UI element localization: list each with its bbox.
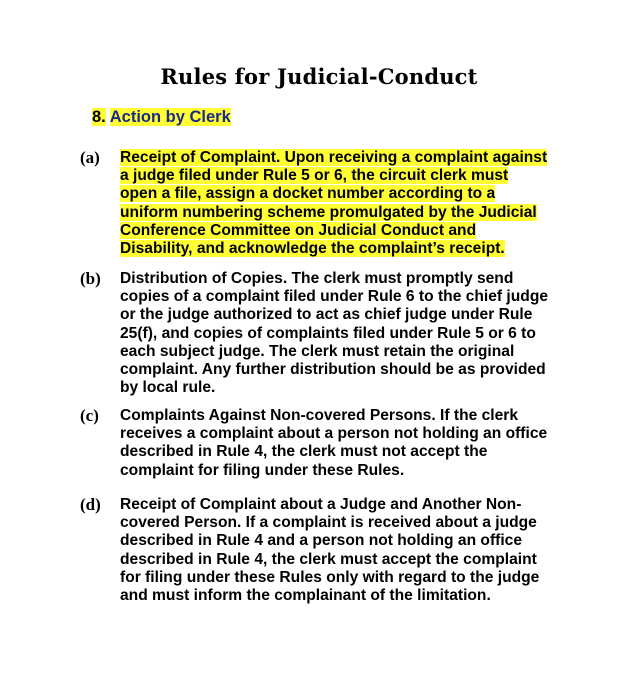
page-title: Rules for Judicial-Conduct xyxy=(160,64,478,89)
section-b-line: complaint. Any further distribution should be as provided xyxy=(120,360,546,378)
rule-heading xyxy=(92,106,231,128)
section-d-line: for filing under these Rules only with regard to the judge xyxy=(120,568,540,586)
section-d-label: (d) xyxy=(80,495,101,514)
section-b-line: copies of a complaint filed under Rule 6 to the chief judge xyxy=(120,288,549,306)
section-c-line: described in Rule 4, the clerk must not accept the xyxy=(120,443,488,461)
section-a-line: Receipt of Complaint. Upon receiving a complaint against xyxy=(120,149,548,166)
section-a-text xyxy=(120,149,580,258)
section-b-line: Distribution of Copies. The clerk must promptly send xyxy=(120,270,514,287)
rule-heading-text: Action by Clerk xyxy=(109,108,231,126)
section-c-line: receives a complaint about a person not holding an office xyxy=(120,425,548,443)
section-a-line: Conference Committee on Judicial Conduct and xyxy=(120,221,477,239)
section-b-line: each subject judge. The clerk must retain the original xyxy=(120,342,515,360)
section-d-line: described in Rule 4, the clerk must accept the complaint xyxy=(120,550,537,568)
section-a-line: Disability, and acknowledge the complaint’s receipt. xyxy=(120,239,505,257)
section-c-line: complaint for filing under these Rules. xyxy=(120,461,405,479)
section-c-line: Complaints Against Non-covered Persons. If the clerk xyxy=(120,407,519,424)
section-a-label: (a) xyxy=(80,148,100,167)
section-d-line: Receipt of Complaint about a Judge and Another Non- xyxy=(120,496,522,513)
section-b-text xyxy=(120,270,580,397)
section-d-line: described in Rule 4 and a person not holding an office xyxy=(120,532,523,550)
section-d-text xyxy=(120,496,580,605)
section-c-label: (c) xyxy=(80,406,99,425)
section-b-line: or the judge authorized to act as chief judge under Rule xyxy=(120,306,533,324)
section-a-line: open a file, assign a docket number according to a xyxy=(120,185,496,203)
section-b-line: 25(f), and copies of complaints filed under Rule 5 or 6 to xyxy=(120,324,536,342)
section-b-line: by local rule. xyxy=(120,379,216,397)
rule-heading-number: 8. xyxy=(92,108,106,126)
section-c-text xyxy=(120,407,580,480)
section-a-line: uniform numbering scheme promulgated by the Judicial xyxy=(120,203,537,221)
section-b-label: (b) xyxy=(80,269,101,288)
section-d-line: covered Person. If a complaint is received about a judge xyxy=(120,514,537,532)
section-a-line: a judge filed under Rule 5 or 6, the circuit clerk must xyxy=(120,167,509,185)
section-d-line: and must inform the complainant of the limitation. xyxy=(120,586,491,604)
